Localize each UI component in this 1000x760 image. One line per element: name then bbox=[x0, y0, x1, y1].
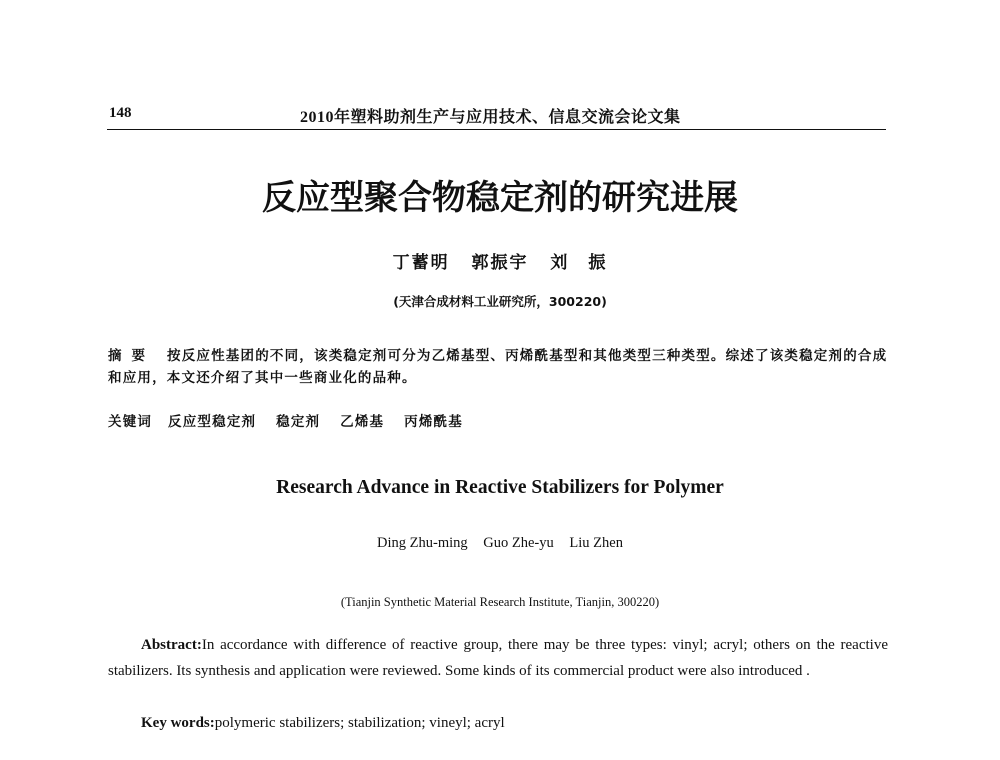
en-author: Ding Zhu-ming bbox=[377, 535, 468, 551]
en-abstract-label: Abstract: bbox=[141, 637, 202, 653]
cn-abstract-text: 按反应性基团的不同，该类稳定剂可分为乙烯基型、丙烯酰基型和其他类型三种类型。综述了该类稳定剂的合成和应用，本文还介绍了其中一些商业化的品种。 bbox=[108, 348, 888, 386]
en-title: Research Advance in Reactive Stabilizers for Polymer bbox=[276, 477, 724, 498]
en-keywords-label: Key words: bbox=[141, 715, 215, 731]
en-keywords bbox=[141, 715, 881, 732]
cn-keyword: 乙烯基 bbox=[340, 414, 385, 430]
running-header: 2010年塑料助剂生产与应用技术、信息交流会论文集 bbox=[300, 109, 681, 126]
en-abstract-text: In accordance with difference of reactive group, there may be three types: vinyl; acryl; others on the reactive stabilizers. Its synthesis and application were reviewed. Some kinds of its commercial product were also introduced . bbox=[108, 637, 888, 679]
cn-keywords bbox=[108, 410, 888, 430]
cn-affiliation: (天津合成材料工业研究所，300220) bbox=[393, 294, 607, 309]
cn-keywords-label: 关键词 bbox=[108, 414, 153, 430]
en-keywords-text: polymeric stabilizers; stabilization; vineyl; acryl bbox=[214, 715, 505, 731]
cn-keyword: 丙烯酰基 bbox=[404, 414, 463, 430]
cn-authors bbox=[0, 248, 1000, 273]
header-rule bbox=[107, 129, 886, 130]
cn-keyword: 反应型稳定剂 bbox=[168, 414, 257, 430]
en-abstract bbox=[108, 632, 888, 684]
cn-abstract bbox=[108, 345, 888, 389]
en-authors bbox=[0, 535, 1000, 552]
cn-abstract-label: 摘要 bbox=[108, 348, 155, 364]
cn-title: 反应型聚合物稳定剂的研究进展 bbox=[262, 178, 738, 218]
cn-author: 郭振宇 bbox=[471, 253, 529, 273]
en-author: Guo Zhe-yu bbox=[483, 535, 554, 551]
en-author: Liu Zhen bbox=[569, 535, 623, 551]
page-number: 148 bbox=[109, 105, 132, 121]
en-affiliation: (Tianjin Synthetic Material Research Institute, Tianjin, 300220) bbox=[340, 595, 660, 609]
cn-author: 丁蓄明 bbox=[392, 253, 450, 273]
cn-author: 刘 振 bbox=[550, 253, 608, 273]
cn-keyword: 稳定剂 bbox=[276, 414, 321, 430]
